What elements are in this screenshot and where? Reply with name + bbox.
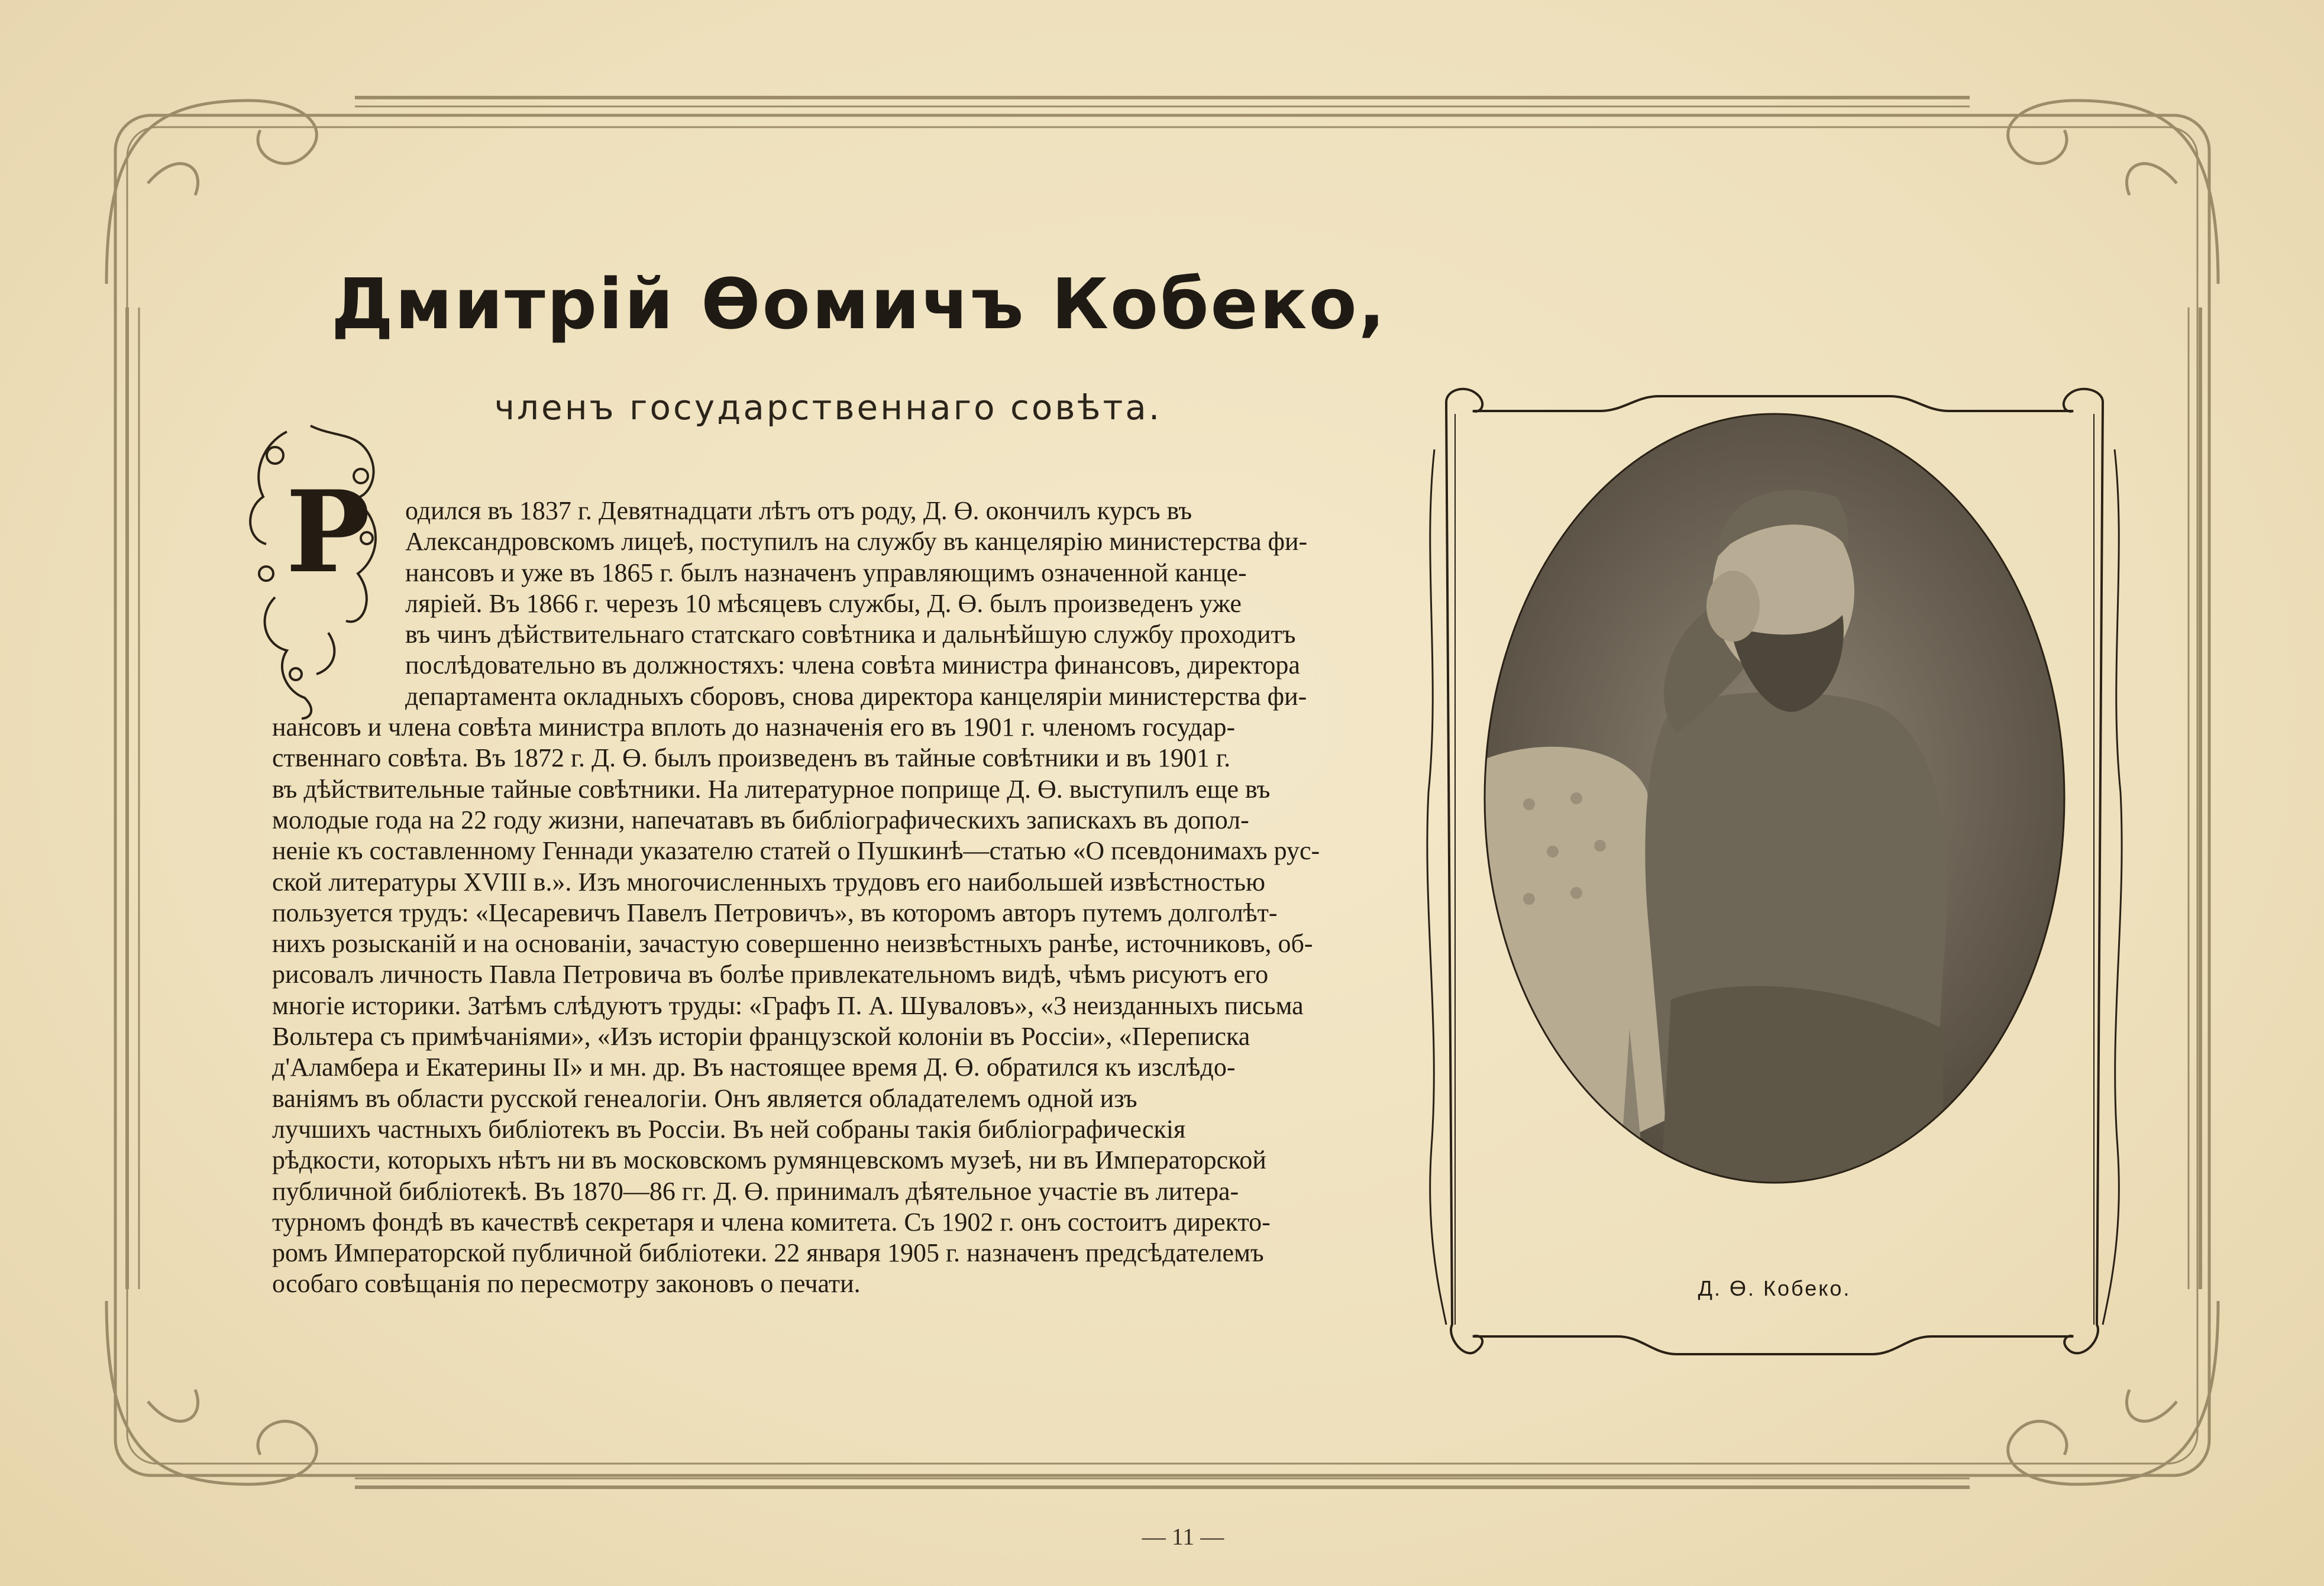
body-line: нансовъ и члена совѣта министра вплоть до назначенія его въ 1901 г. членомъ государ-: [272, 713, 1236, 742]
body-line: многіе историки. Затѣмъ слѣдуютъ труды: «Графъ П. А. Шуваловъ», «3 неизданныхъ письма: [272, 991, 1304, 1020]
body-line: турномъ фондѣ въ качествѣ секретаря и члена комитета. Съ 1902 г. онъ состоитъ директо-: [272, 1207, 1271, 1237]
body-line: д'Аламбера и Екатерины II» и мн. др. Въ настоящее время Д. Ө. обратился къ изслѣдо-: [272, 1053, 1236, 1082]
body-line: послѣдовательно въ должностяхъ: члена совѣта министра финансовъ, директора: [405, 650, 1300, 680]
body-line: особаго совѣщанія по пересмотру законовъ о печати.: [272, 1269, 861, 1299]
body-line: ромъ Императорской публичной библіотеки. 22 января 1905 г. назначенъ предсѣдателемъ: [272, 1238, 1264, 1268]
body-line: въ чинъ дѣйствительнаго статскаго совѣтника и дальнѣйшую службу проходитъ: [405, 620, 1296, 649]
page-subtitle: членъ государственнаго совѣта.: [494, 387, 1162, 428]
page-number: — 11 —: [1142, 1523, 1224, 1550]
drop-cap-letter: Р: [286, 466, 370, 598]
portrait-caption: Д. Ө. Кобеко.: [1698, 1276, 1851, 1300]
body-line: въ дѣйствительные тайные совѣтники. На литературное поприще Д. Ө. выступилъ еще въ: [272, 774, 1271, 804]
article-body: [272, 496, 1366, 1300]
body-line: пользуется трудъ: «Цесаревичъ Павелъ Петровичъ», въ которомъ авторъ путемъ долголѣт-: [272, 898, 1278, 927]
body-line: нансовъ и уже въ 1865 г. былъ назначенъ управляющимъ означенной канце-: [405, 558, 1247, 587]
body-line: молодые года на 22 году жизни, напечатавъ въ библіографическихъ запискахъ въ допол-: [272, 805, 1249, 834]
body-line: нихъ розысканій и на основаніи, зачастую совершенно неизвѣстныхъ ранѣе, источниковъ, об-: [272, 929, 1313, 959]
body-line: ственнаго совѣта. Въ 1872 г. Д. Ө. былъ произведенъ въ тайные совѣтники и въ 1901 г.: [272, 743, 1231, 773]
page-title: Дмитрій Өомичъ Кобеко,: [331, 263, 1387, 345]
portrait-frame: [1423, 378, 2126, 1372]
body-line: публичной библіотекѣ. Въ 1870—86 гг. Д. Ө. принималъ дѣятельное участіе въ литера-: [272, 1176, 1239, 1206]
body-line: ской литературы XVIII в.». Изъ многочисленныхъ трудовъ его наибольшей извѣстностью: [272, 867, 1265, 896]
body-line: неніе къ составленному Геннади указателю статей о Пушкинѣ—статью «О псевдонимахъ рус-: [272, 836, 1320, 866]
body-line: Вольтера съ примѣчаніями», «Изъ исторіи французской колоніи въ Россіи», «Переписка: [272, 1022, 1250, 1051]
body-line: ваніямъ въ области русской генеалогіи. Онъ является обладателемъ одной изъ: [272, 1083, 1137, 1113]
body-line: рисовалъ личность Павла Петровича въ болѣе привлекательномъ видѣ, чѣмъ рисуютъ его: [272, 960, 1269, 989]
body-line: рѣдкости, которыхъ нѣтъ ни въ московскомъ румянцевскомъ музеѣ, ни въ Императорской: [272, 1145, 1266, 1175]
body-line: ляріей. Въ 1866 г. черезъ 10 мѣсяцевъ службы, Д. Ө. былъ произведенъ уже: [405, 588, 1242, 618]
body-line: лучшихъ частныхъ библіотекъ въ Россіи. Въ ней собраны такія библіографическія: [272, 1114, 1186, 1144]
body-line: Александровскомъ лицеѣ, поступилъ на службу въ канцелярію министерства фи-: [405, 527, 1308, 556]
portrait-illustration: [1423, 378, 2126, 1372]
body-line: департамента окладныхъ сборовъ, снова директора канцеляріи министерства фи-: [405, 681, 1307, 711]
body-line: одился въ 1837 г. Девятнадцати лѣтъ отъ роду, Д. Ө. окончилъ курсъ въ: [405, 496, 1192, 525]
